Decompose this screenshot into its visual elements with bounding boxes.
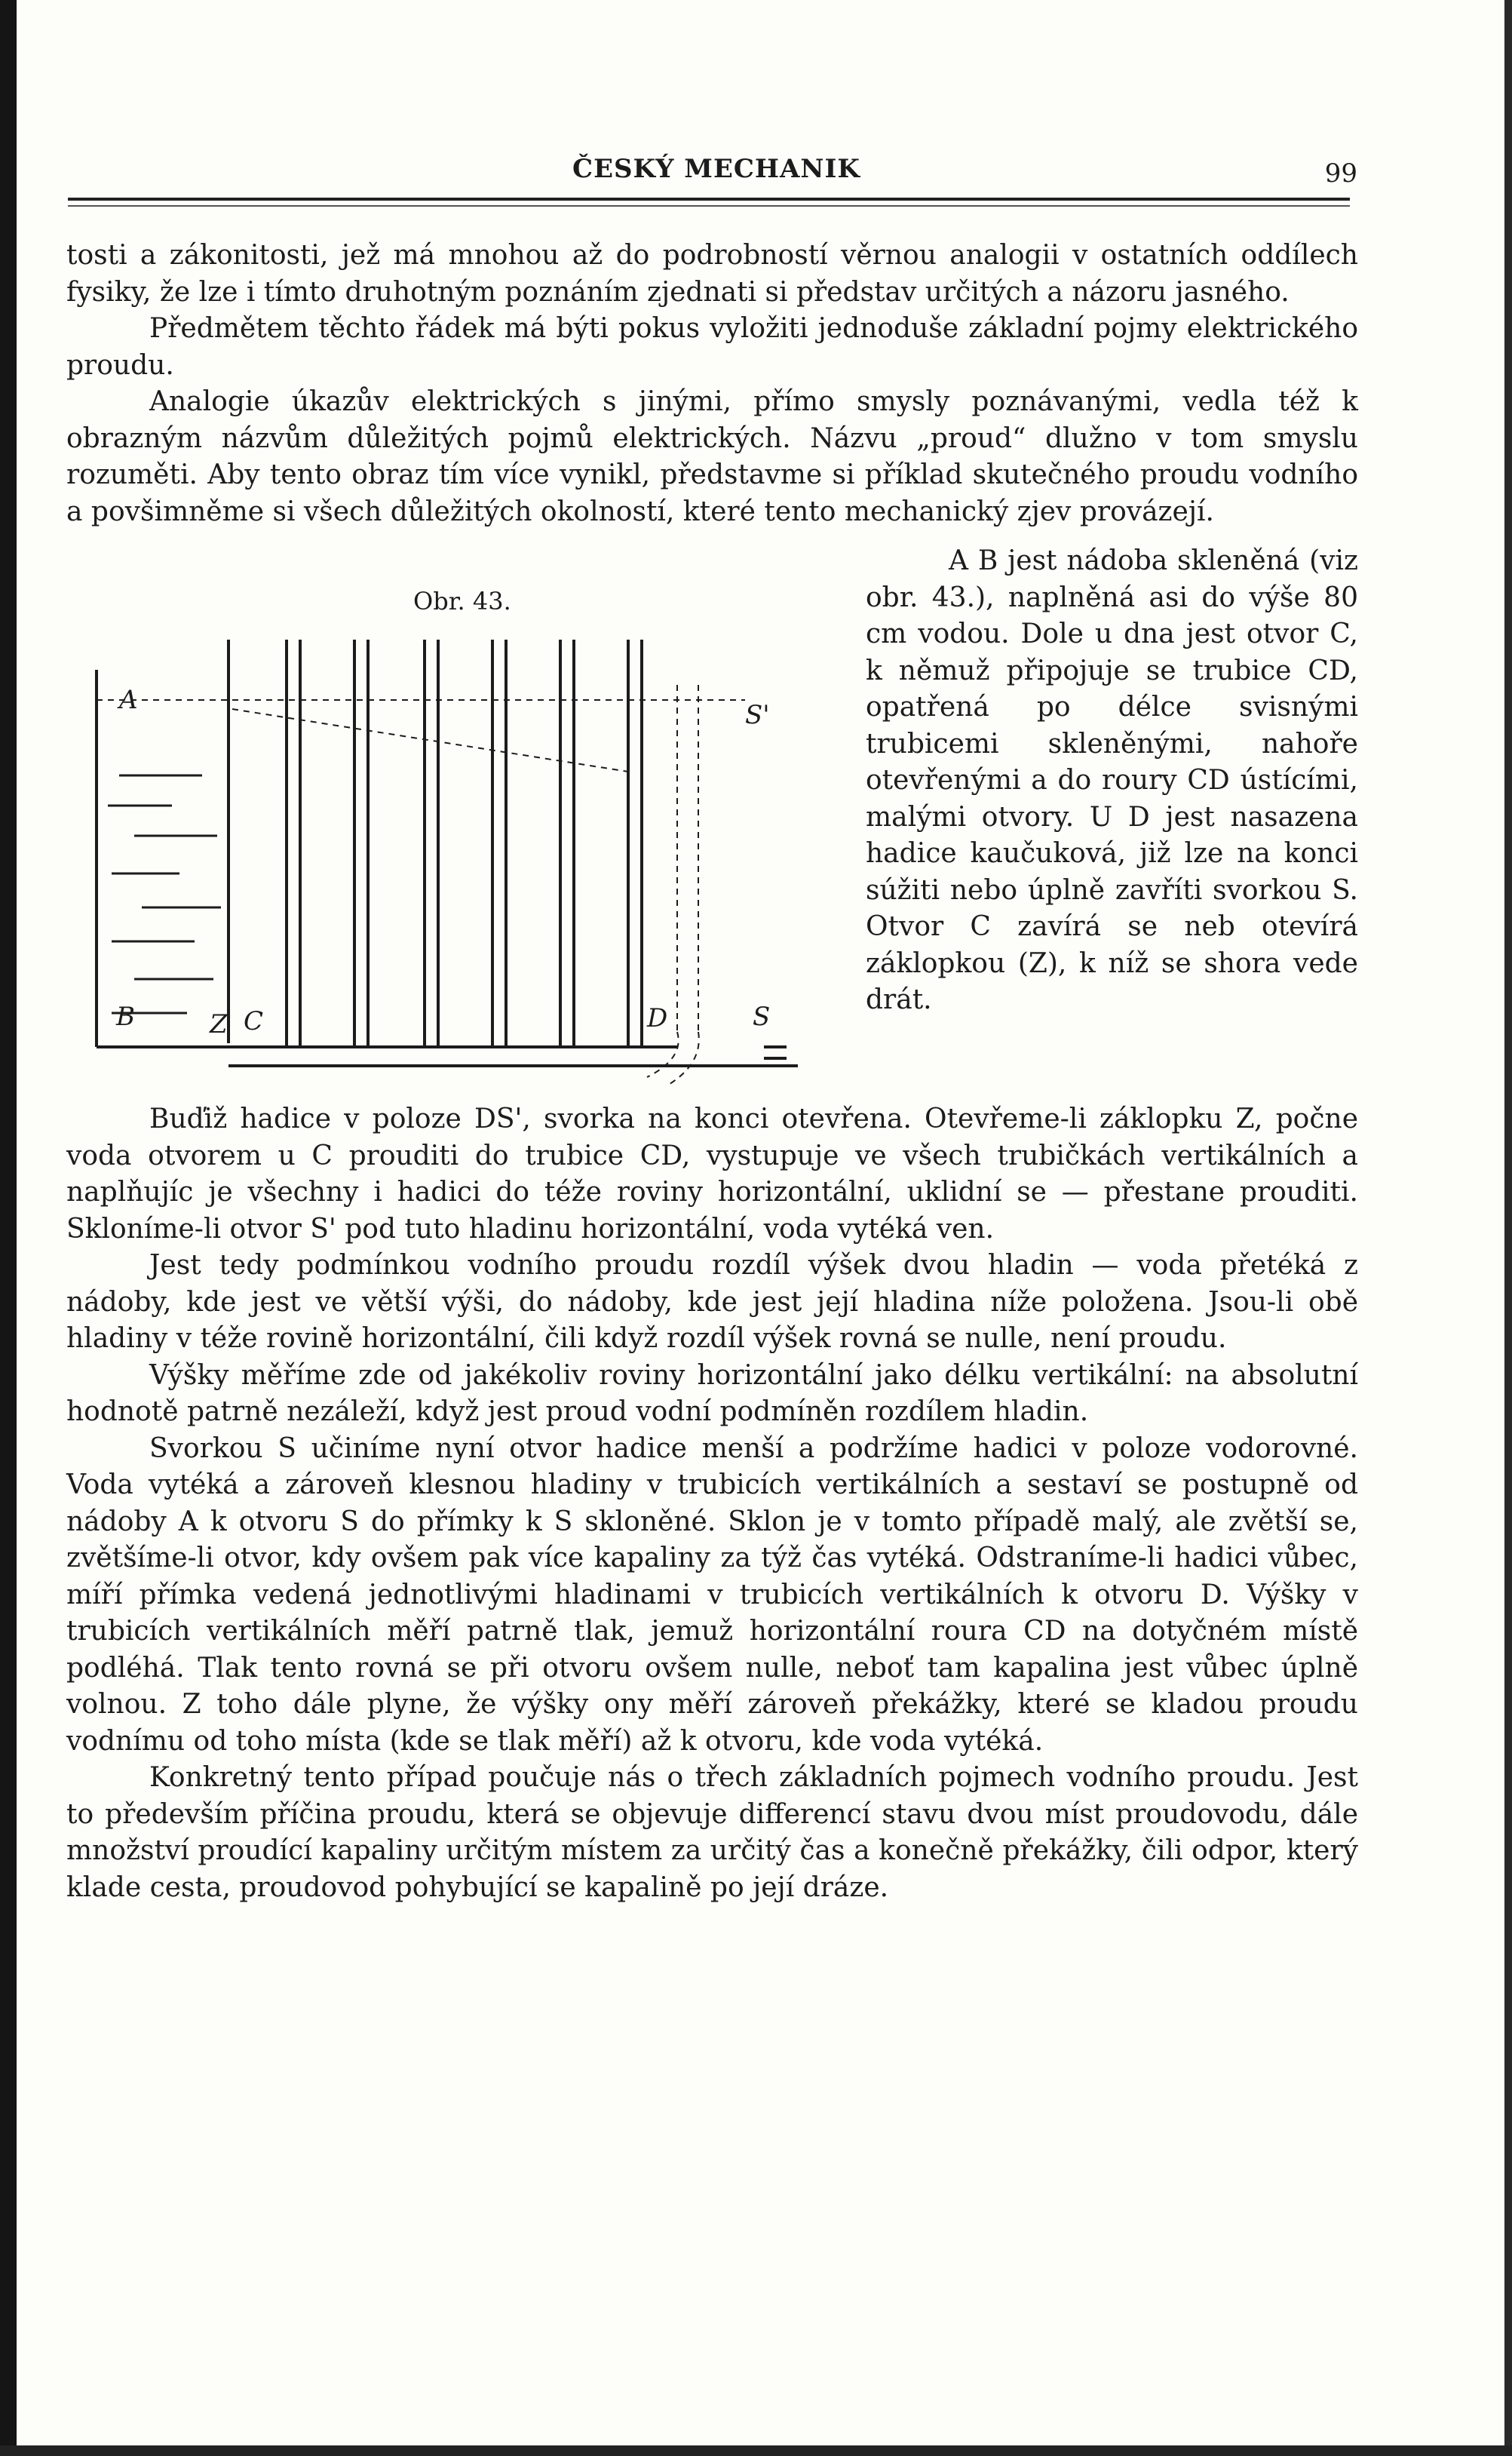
label-s: S <box>753 1002 771 1032</box>
header-rule <box>68 198 1350 201</box>
page-header <box>68 148 1365 193</box>
label-d: D <box>647 1003 668 1033</box>
label-c: C <box>244 1006 264 1036</box>
level-inclined <box>232 709 628 772</box>
scan-border-bottom <box>0 2445 1512 2456</box>
hose-bend-left <box>647 1032 679 1077</box>
scan-border-left <box>0 0 17 2456</box>
figure-diagram <box>89 625 843 1085</box>
scan-border-right <box>1504 0 1512 2456</box>
text-column-right <box>866 543 1358 1019</box>
label-a: A <box>119 685 138 715</box>
figure-caption: Obr. 43. <box>413 587 511 616</box>
text-block-bottom <box>66 1101 1358 1906</box>
header-rule-thin <box>68 205 1350 207</box>
label-s-prime: S' <box>745 700 770 730</box>
paragraph: Jest tedy podmínkou vodního proudu rozdíl výšek dvou hladin — voda přetéká z nádoby, kde jest ve větší výši, do nádoby, kde jest její hladina níže položena. Jsou-li obě hladiny v téže rovině horizontální, čili když rozdíl výšek rovná se nulle, není proudu. <box>66 1250 1358 1354</box>
label-z: Z <box>210 1009 228 1039</box>
paragraph: Buďiž hadice v poloze DS', svorka na konci otevřena. Otevřeme-li záklopku Z, počne voda otvorem u C prouditi do trubice CD, vystupuje ve všech trubičkách vertikálních a naplňujíc je všechny i hadici do téže roviny horizontální, uklidní se — přestane prouditi. Skloníme-li otvor S' pod tuto hladinu horizontální, voda vytéká ven. <box>66 1104 1358 1245</box>
label-b: B <box>116 1002 135 1032</box>
paragraph: Analogie úkazův elektrických s jinými, přímo smysly poznávanými, vedla též k obrazným názvům důležitých pojmů elektrických. Názvu „proud“ dlužno v tom smyslu rozuměti. Aby tento obraz tím více vynikl, představme si příklad skutečného proudu vodního a povšimněme si všech důležitých okolností, které tento mechanický zjev provázejí. <box>66 386 1358 527</box>
paragraph: Předmětem těchto řádek má býti pokus vyložiti jednoduše základní pojmy elektrického proudu. <box>66 313 1358 381</box>
hose-bend-right <box>662 1032 699 1085</box>
figure-43 <box>89 587 843 1085</box>
page-number: 99 <box>1324 158 1357 189</box>
paragraph: Výšky měříme zde od jakékoliv roviny horizontální jako délku vertikální: na absolutní hodnotě patrně nezáleží, když jest proud vodní podmíněn rozdílem hladin. <box>66 1359 1358 1427</box>
paragraph: A B jest nádoba skleněná (viz obr. 43.), naplněná asi do výše 80 cm vodou. Dole u dna jest otvor C, k němuž připojuje se trubice CD, opatřená po délce svisnými trubicemi skleněnými, nahoře otevřenými a do roury CD ústícími, malými otvory. U D jest nasazena hadice kaučuková, již lze na konci súžiti nebo úplně zavříti svorkou S. Otvor C zavírá se neb otevírá záklopkou (Z), k níž se shora vede drát. <box>866 545 1358 1015</box>
text-block-top <box>66 238 1358 530</box>
paragraph: tosti a zákonitosti, jež má mnohou až do podrobností věrnou analogii v ostatních oddílech fysiky, že lze i tímto druhotným poznáním zjednati si představ určitých a názoru jasného. <box>66 240 1358 308</box>
paragraph: Svorkou S učiníme nyní otvor hadice menší a podržíme hadici v poloze vodorovné. Voda vytéká a zároveň klesnou hladiny v trubicích vertikálních a sestaví se postupně od nádoby A k otvoru S do přímky k S skloněné. Sklon je v tomto případě malý, ale zvětší se, zvětšíme-li otvor, kdy ovšem pak více kapaliny za týž čas vytéká. Odstraníme-li hadici vůbec, míří přímka vedená jednotlivými hladinami v trubicích vertikálních k otvoru D. Výšky v trubicích vertikálních měří patrně tlak, jemuž horizontální roura CD na dotyčném místě podléhá. Tlak tento rovná se při otvoru ovšem nulle, neboť tam kapalina jest vůbec úplně volnou. Z toho dále plyne, že výšky ony měří zároveň překážky, které se kladou proudu vodnímu od toho místa (kde se tlak měří) až k otvoru, kde voda vytéká. <box>66 1432 1358 1757</box>
running-title: ČESKÝ MECHANIK <box>572 154 860 184</box>
paragraph: Konkretný tento případ poučuje nás o třech základních pojmech vodního proudu. Jest to především příčina proudu, která se objevuje differencí stavu dvou míst proudovodu, dále množství proudící kapaliny určitým místem za určitý čas a konečně překážky, čili odpor, který klade cesta, proudovod pohybující se kapalině po její dráze. <box>66 1762 1358 1903</box>
